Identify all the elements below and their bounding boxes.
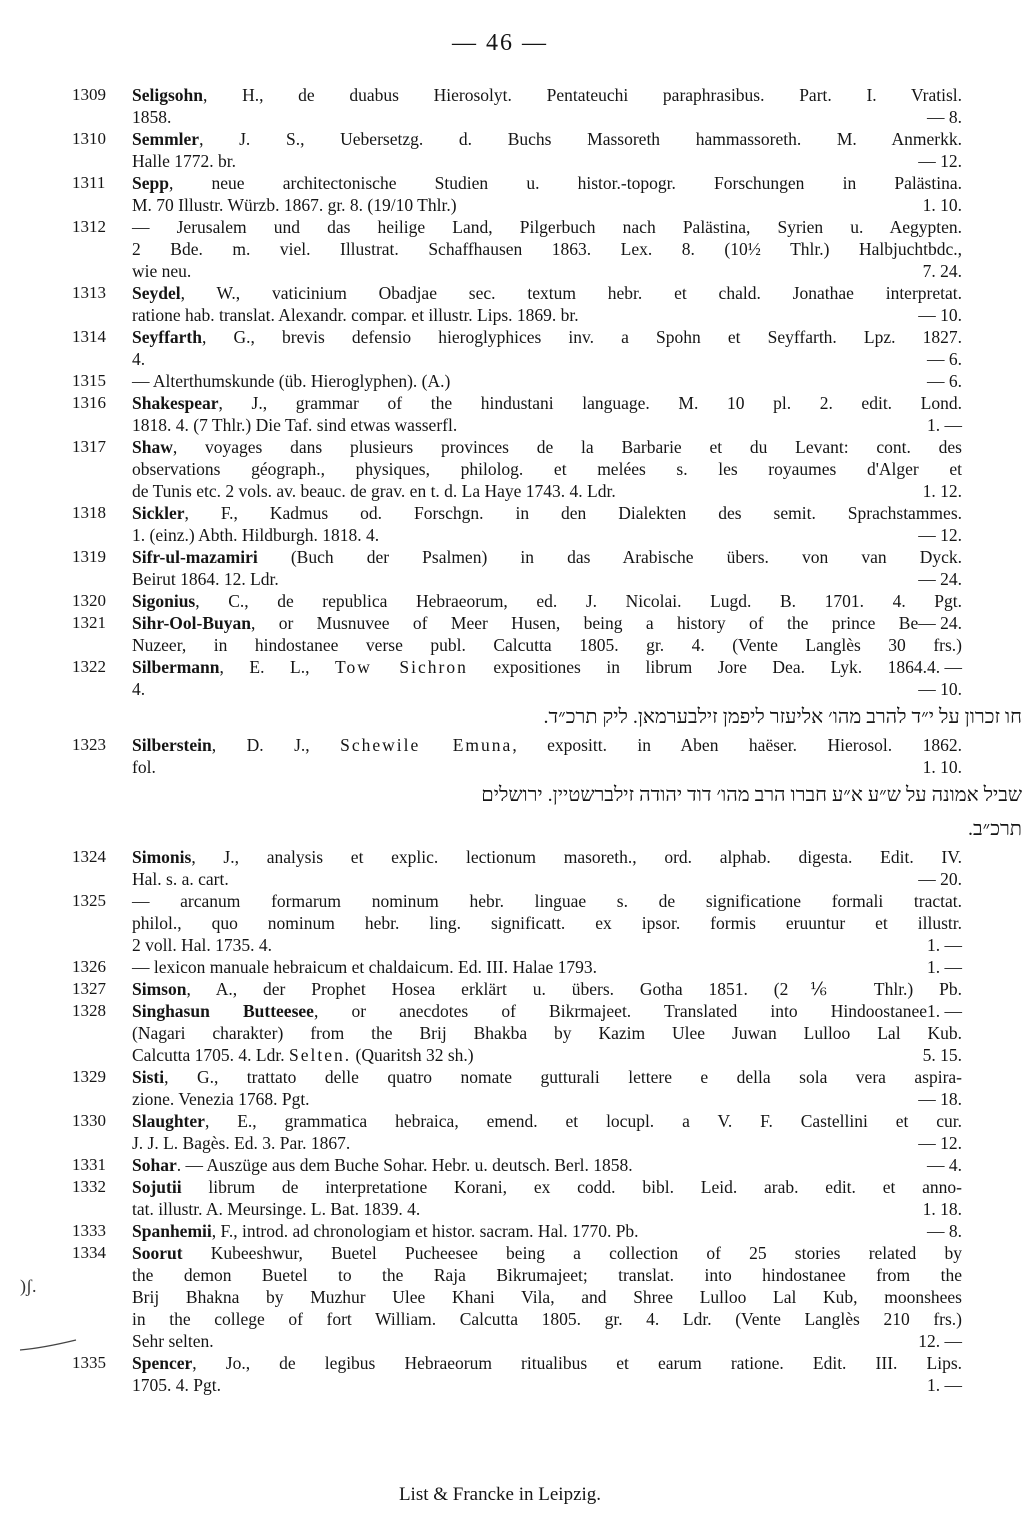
entry-line [132, 1110, 962, 1132]
hebrew-title: תרכ״ב. [967, 818, 1022, 840]
entry-price: — 8. [927, 107, 962, 127]
entry-text: , Jo., de legibus Hebraeorum ritualibus et earum ratione. Edit. III. Lips. [192, 1353, 962, 1373]
entry-line [132, 414, 962, 436]
catalog-entry [72, 656, 1022, 734]
entry-number: 1334 [72, 1243, 106, 1262]
entry-number: 1326 [72, 957, 106, 976]
entry-price: 1. — [927, 957, 962, 977]
page-number: — 46 — [452, 30, 548, 56]
entry-price: 1. — [927, 1001, 962, 1021]
entry-line [132, 546, 962, 568]
entry-text: wie neu. [132, 261, 192, 281]
catalog-entry [72, 890, 962, 956]
entry-line [132, 656, 962, 678]
entry-price: — 24. [918, 569, 962, 589]
entry-text: , voyages dans plusieurs provinces de la Barbarie et du Levant: cont. des [172, 437, 962, 457]
entry-line [132, 436, 962, 458]
entry-text: Brij Bhakna by Muzhur Ulee Khani Vila, and Shree Lulloo Lal Kub, moonshees [132, 1287, 962, 1307]
entry-price: 1. 12. [922, 481, 962, 501]
entry-text: , D. J., [211, 735, 341, 755]
entry-text: de Tunis etc. 2 vols. av. beauc. de grav. en t. d. La Haye 1743. 4. Ldr. [132, 481, 616, 501]
entry-line [132, 1308, 962, 1330]
entry-line [132, 304, 962, 326]
entry-text: — arcanum formarum nominum hebr. linguae s. de significatione formali tractat. [132, 891, 962, 911]
catalog-entry [72, 84, 962, 128]
entry-number: 1312 [72, 217, 106, 236]
entry-text: , or anecdotes of Bikrmajeet. Translated into Hindoostanee [313, 1001, 927, 1021]
entry-text: in the college of fort William. Calcutta 1805. gr. 4. Ldr. (Vente Langlès 210 frs.) [132, 1309, 962, 1329]
entry-line [132, 1044, 962, 1066]
entry-text: , E. L., [219, 657, 336, 677]
entry-price: 1. — [927, 415, 962, 435]
entry-author: Seligsohn [132, 85, 203, 105]
entry-line [132, 1220, 962, 1242]
entry-author: Shakespear [132, 393, 219, 413]
entry-price: 5. 15. [922, 1045, 962, 1065]
entry-text: Hal. s. a. cart. [132, 869, 229, 889]
entry-line [132, 912, 962, 934]
entry-text: — Jerusalem und das heilige Land, Pilgerbuch nach Palästina, Syrien u. Aegypten. [132, 217, 962, 237]
entry-text: Calcutta 1705. 4. Ldr. [132, 1045, 289, 1065]
entry-number: 1319 [72, 547, 106, 566]
entry-text: Sehr selten. [132, 1331, 214, 1351]
entry-number: 1324 [72, 847, 106, 866]
entry-price: — 12. [918, 1133, 962, 1153]
entry-author: Soorut [132, 1243, 183, 1263]
entry-text: J. J. L. Bagès. Ed. 3. Par. 1867. [132, 1133, 351, 1153]
entry-line [132, 106, 962, 128]
entry-author: Semmler [132, 129, 200, 149]
entry-price: — 24. [918, 613, 962, 633]
catalog-entry [72, 216, 962, 282]
entry-text: 2 Bde. m. viel. Illustrat. Schaffhausen 1863. Lex. 8. (10½ Thlr.) Halbjuchtbdc., [132, 239, 962, 259]
catalog-entry [72, 1220, 962, 1242]
catalog-entry [72, 370, 962, 392]
entry-price: — 10. [918, 679, 962, 699]
entry-price: 1. 10. [922, 757, 962, 777]
entry-author: Sigonius [132, 591, 196, 611]
entry-author: Singhasun Butteesee [132, 1001, 314, 1021]
catalog-entry [72, 172, 962, 216]
entry-line [132, 524, 962, 546]
entry-author: Sohar [132, 1155, 177, 1175]
entry-author: Sojutii [132, 1177, 182, 1197]
entry-line [132, 1132, 962, 1154]
entry-spaced-title: Schewile Emuna [340, 735, 513, 755]
entry-price: 12. — [918, 1331, 962, 1351]
entry-text: expositiones in librum Jore Dea. Lyk. 1864. [467, 657, 927, 677]
margin-dash-mark [18, 1338, 78, 1352]
entry-author: Shaw [132, 437, 173, 457]
entry-author: Spanhemii [132, 1221, 212, 1241]
entry-text: , F., introd. ad chronologiam et histor. sacram. Hal. 1770. Pb. [211, 1221, 639, 1241]
entry-text: , neue architectonische Studien u. histor.-topogr. Forschungen in Palästina. [168, 173, 962, 193]
catalog-entry [72, 1154, 962, 1176]
entry-line [132, 84, 962, 106]
hebrew-title: חו זכרון על י״ד להרב מהו׳ אליעזר ליפמן זילבערמאן. ליק תרכ״ד. [543, 706, 1022, 728]
entry-line [132, 1088, 962, 1110]
entry-text: , W., vaticinium Obadjae sec. textum hebr. et chald. Jonathae interpretat. [180, 283, 962, 303]
entry-text: tat. illustr. A. Meursinge. L. Bat. 1839. 4. [132, 1199, 421, 1219]
entry-line [132, 678, 962, 700]
entry-number: 1335 [72, 1353, 106, 1372]
entry-line [132, 1374, 962, 1396]
entry-number: 1327 [72, 979, 106, 998]
entry-text: 2 voll. Hal. 1735. 4. [132, 935, 272, 955]
entry-line [132, 260, 962, 282]
entry-line [132, 150, 962, 172]
entry-line [132, 868, 962, 890]
entry-author: Sepp [132, 173, 169, 193]
entry-line [132, 282, 962, 304]
entry-line [132, 370, 962, 392]
entry-author: Simonis [132, 847, 192, 867]
entry-line [132, 568, 962, 590]
entry-line [132, 1242, 962, 1264]
catalog-entry [72, 392, 962, 436]
entry-spaced-title: Selten. [289, 1045, 352, 1065]
entry-line [132, 1000, 962, 1022]
entry-text: 1705. 4. Pgt. [132, 1375, 221, 1395]
catalog-entry [72, 502, 962, 546]
entry-text: , C., de republica Hebraeorum, ed. J. Nicolai. Lugd. B. 1701. 4. Pgt. [195, 591, 962, 611]
entry-number: 1325 [72, 891, 106, 910]
entry-text: , H., de duabus Hierosolyt. Pentateuchi paraphrasibus. Part. I. Vratisl. [203, 85, 962, 105]
entry-line [132, 502, 962, 524]
entry-line [132, 172, 962, 194]
entry-text: — lexicon manuale hebraicum et chaldaicum. Ed. III. Halae 1793. [132, 957, 598, 977]
entry-line [132, 934, 962, 956]
entry-text: 1858. [132, 107, 172, 127]
entry-author: Spencer [132, 1353, 193, 1373]
entry-price: 1. 18. [922, 1199, 962, 1219]
catalog-entry [72, 956, 962, 978]
entry-number: 1310 [72, 129, 106, 148]
entry-text: , J. S., Uebersetzg. d. Buchs Massoreth hammassoreth. M. Anmerkk. [199, 129, 962, 149]
entry-text: Beirut 1864. 12. Ldr. [132, 569, 279, 589]
entry-line [132, 1264, 962, 1286]
entry-number: 1317 [72, 437, 106, 456]
entry-price: — 8. [927, 1221, 962, 1241]
entry-line [132, 1352, 962, 1374]
entry-line [132, 216, 962, 238]
entry-text: , E., grammatica hebraica, emend. et locupl. a V. F. Castellini et cur. [204, 1111, 962, 1131]
entry-line [132, 480, 962, 502]
catalog-entry [72, 1242, 962, 1352]
entry-text: ratione hab. translat. Alexandr. compar. et illustr. Lips. 1869. br. [132, 305, 579, 325]
catalog-entry [72, 128, 962, 172]
entry-line [132, 128, 962, 150]
entry-author: Silberstein [132, 735, 212, 755]
entry-text: . — Auszüge aus dem Buche Sohar. Hebr. u. deutsch. Berl. 1858. [176, 1155, 633, 1175]
entry-line [132, 1330, 962, 1352]
entry-text: observations géograph., physiques, philolog. et melées s. les royaumes d'Alger et [132, 459, 962, 479]
entry-line [132, 326, 962, 348]
entry-price: 7. 24. [922, 261, 962, 281]
entry-text: Kubeeshwur, Buetel Pucheesee being a collection of 25 stories related by [182, 1243, 962, 1263]
entry-line [132, 348, 962, 370]
entry-author: Slaughter [132, 1111, 205, 1131]
entry-author: Seydel [132, 283, 181, 303]
entry-number: 1309 [72, 85, 106, 104]
entry-price: 1. — [927, 1375, 962, 1395]
entry-text: 4. [132, 349, 146, 369]
entry-price: — 20. [918, 869, 962, 889]
entry-line [132, 756, 962, 778]
entry-text: — Alterthumskunde (üb. Hieroglyphen). (A.) [132, 371, 451, 391]
entry-text: (Nagari charakter) from the Brij Bhakba by Kazim Ulee Juwan Lulloo Lal Kub. [132, 1023, 962, 1043]
entry-author: Simson [132, 979, 187, 999]
catalog-entry [72, 326, 962, 370]
catalog-entry [72, 1176, 962, 1220]
catalog-entry [72, 282, 962, 326]
entry-number: 1328 [72, 1001, 106, 1020]
catalog-entry [72, 1352, 962, 1396]
entry-text: , or Musnuvee of Meer Husen, being a history of the prince Be [250, 613, 919, 633]
entry-price: 1. — [927, 935, 962, 955]
entry-price: — 12. [918, 525, 962, 545]
entry-price: — 10. [918, 305, 962, 325]
entry-number: 1313 [72, 283, 106, 302]
entry-text: (Quaritsh 32 sh.) [351, 1045, 474, 1065]
entry-text: 1. (einz.) Abth. Hildburgh. 1818. 4. [132, 525, 380, 545]
entry-line [132, 956, 962, 978]
entry-author: Sickler [132, 503, 185, 523]
entry-author: Sisti [132, 1067, 165, 1087]
entry-text: librum de interpretatione Korani, ex codd. bibl. Leid. arab. edit. et anno- [181, 1177, 962, 1197]
entry-text: , A., der Prophet Hosea erklärt u. übers. Gotha 1851. (2⅙ Thlr.) Pb. [186, 979, 962, 999]
entry-list [72, 84, 1022, 1396]
entry-text: Nuzeer, in hindostanee verse publ. Calcutta 1805. gr. 4. (Vente Langlès 30 frs.) [132, 635, 962, 655]
entry-number: 1331 [72, 1155, 106, 1174]
entry-number: 1330 [72, 1111, 106, 1130]
entry-number: 1316 [72, 393, 106, 412]
entry-price: — 12. [918, 151, 962, 171]
entry-spaced-title: Tow Sichron [335, 657, 468, 677]
entry-text: 1818. 4. (7 Thlr.) Die Taf. sind etwas wasserfl. [132, 415, 458, 435]
entry-line [132, 1286, 962, 1308]
entry-line [132, 194, 962, 216]
entry-text: (Buch der Psalmen) in das Arabische übers. von van Dyck. [257, 547, 962, 567]
entry-text: , F., Kadmus od. Forschgn. in den Dialekten des semit. Sprachstammes. [184, 503, 962, 523]
entry-line [132, 1066, 962, 1088]
entry-author: Silbermann [132, 657, 220, 677]
entry-line [132, 978, 962, 1000]
entry-number: 1332 [72, 1177, 106, 1196]
entry-line [132, 1176, 962, 1198]
entry-text: fol. [132, 757, 156, 777]
entry-number: 1321 [72, 613, 106, 632]
catalog-entry [72, 436, 962, 502]
entry-price: 1. 10. [922, 195, 962, 215]
entry-number: 1320 [72, 591, 106, 610]
entry-text: , expositt. in Aben haëser. Hierosol. 1862. [512, 735, 962, 755]
entry-number: 1333 [72, 1221, 106, 1240]
entry-line [132, 1022, 962, 1044]
entry-number: 1314 [72, 327, 106, 346]
entry-number: 1322 [72, 657, 106, 676]
entry-price: — 6. [927, 371, 962, 391]
publisher-footer: List & Francke in Leipzig. [398, 1484, 602, 1505]
entry-text: 4. [132, 679, 146, 699]
entry-line [132, 392, 962, 414]
entry-text: the demon Buetel to the Raja Bikrumajeet; translat. into hindostanee from the [132, 1265, 962, 1285]
catalog-entry [72, 1110, 962, 1154]
entry-text: Halle 1772. br. [132, 151, 237, 171]
entry-line [132, 612, 962, 634]
entry-line [132, 238, 962, 260]
entry-price: 4. — [927, 657, 962, 677]
entry-author: Sihr-Ool-Buyan [132, 613, 251, 633]
entry-line [132, 590, 962, 612]
entry-text: , G., trattato delle quatro nomate gutturali lettere e della sola vera aspira- [164, 1067, 962, 1087]
catalog-entry [72, 1000, 962, 1066]
entry-price: — 6. [927, 349, 962, 369]
entry-author: Seyffarth [132, 327, 202, 347]
entry-number: 1311 [72, 173, 106, 192]
entry-line [132, 458, 962, 480]
catalog-entry [72, 1066, 962, 1110]
entry-number: 1323 [72, 735, 106, 754]
entry-line [132, 1198, 962, 1220]
entry-line [132, 1154, 962, 1176]
catalog-entry [72, 546, 962, 590]
hebrew-title: שביל אמונה על ש״ע א״ע חברו הרב מהו׳ דוד יהודה זילברשטיין. ירושלים [481, 784, 1022, 806]
entry-number: 1318 [72, 503, 106, 522]
entry-text: , J., grammar of the hindustani language. M. 10 pl. 2. edit. Lond. [218, 393, 962, 413]
entry-author: Sifr-ul-mazamiri [132, 547, 258, 567]
entry-text: zione. Venezia 1768. Pgt. [132, 1089, 310, 1109]
catalog-entry [72, 734, 1022, 846]
entry-price: — 4. [927, 1155, 962, 1175]
entry-text: philol., quo nominum hebr. ling. significatt. ex ipsor. formis eruuntur et illustr. [132, 913, 962, 933]
entry-text: , J., analysis et explic. lectionum masoreth., ord. alphab. digesta. Edit. IV. [191, 847, 962, 867]
entry-line [132, 846, 962, 868]
entry-number: 1315 [72, 371, 106, 390]
catalog-entry [72, 846, 962, 890]
entry-text: M. 70 Illustr. Würzb. 1867. gr. 8. (19/10 Thlr.) [132, 195, 457, 215]
entry-text: , G., brevis defensio hieroglyphices inv. a Spohn et Seyffarth. Lpz. 1827. [201, 327, 962, 347]
entry-line [132, 734, 962, 756]
entry-number: 1329 [72, 1067, 106, 1086]
entry-line [132, 890, 962, 912]
entry-price: — 18. [918, 1089, 962, 1109]
entry-line [132, 634, 962, 656]
margin-note: )ʃ. [20, 1276, 37, 1296]
